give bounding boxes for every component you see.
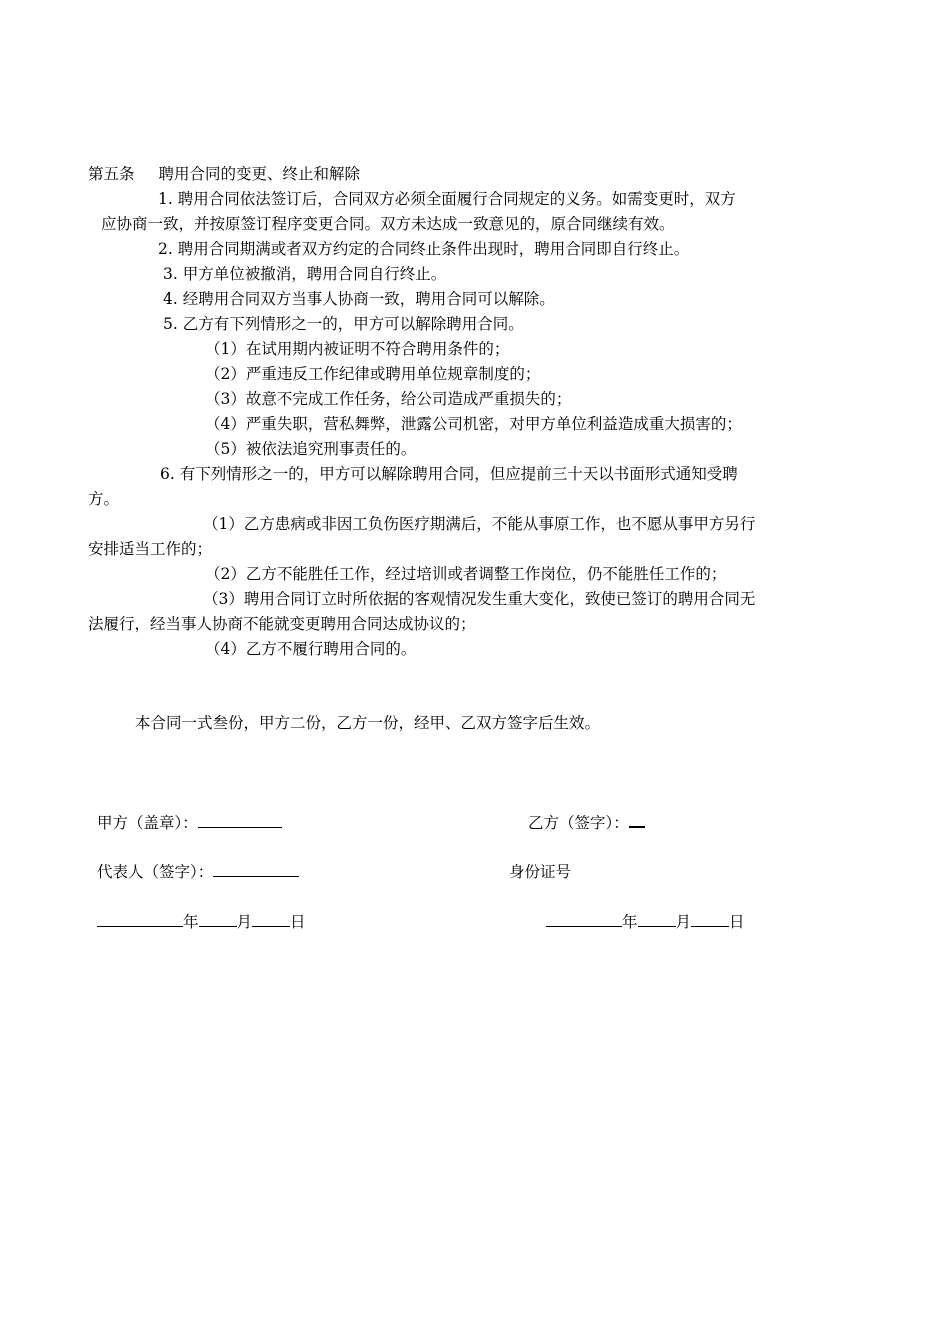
clause-5-item-2: （2）严重违反工作纪律或聘用单位规章制度的；	[205, 365, 541, 383]
clause-1-line-1: 1. 聘用合同依法签订后，合同双方必须全面履行合同规定的义务。如需变更时，双方	[158, 190, 736, 208]
clause-6-item-1-line-2: 安排适当工作的；	[88, 540, 213, 558]
section-number: 第五条	[88, 165, 135, 183]
clause-3: 3. 甲方单位被撤消，聘用合同自行终止。	[163, 265, 447, 283]
section-title: 聘用合同的变更、终止和解除	[158, 165, 361, 183]
party-a-day-blank[interactable]	[252, 912, 290, 927]
party-b-day-blank[interactable]	[691, 912, 729, 927]
clause-6-item-4: （4）乙方不履行聘用合同的。	[205, 640, 417, 658]
clause-5-item-3: （3）故意不完成工作任务，给公司造成严重损失的；	[205, 390, 572, 408]
party-b-month-blank[interactable]	[638, 912, 676, 927]
party-b-month-label: 月	[675, 913, 692, 931]
clause-6-item-3-line-2: 法履行，经当事人协商不能就变更聘用合同达成协议的；	[88, 615, 476, 633]
clause-6-line-2: 方。	[88, 490, 120, 508]
party-b-sign-label: 乙方（签字）：	[528, 814, 629, 832]
clause-1-line-2: 应协商一致，并按原签订程序变更合同。双方未达成一致意见的，原合同继续有效。	[101, 215, 675, 233]
representative-sign-row	[97, 860, 299, 884]
representative-sign-blank[interactable]	[213, 862, 299, 877]
clause-5-item-5: （5）被依法追究刑事责任的。	[205, 440, 417, 458]
id-number-label: 身份证号	[509, 863, 572, 881]
party-b-sign-blank[interactable]	[629, 812, 645, 828]
party-a-month-label: 月	[236, 913, 253, 931]
party-b-sign-row	[528, 811, 645, 835]
clause-6-item-2: （2）乙方不能胜任工作，经过培训或者调整工作岗位，仍不能胜任工作的；	[205, 565, 727, 583]
clause-4: 4. 经聘用合同双方当事人协商一致，聘用合同可以解除。	[163, 290, 555, 308]
party-a-day-label: 日	[290, 913, 306, 931]
clause-2: 2. 聘用合同期满或者双方约定的合同终止条件出现时，聘用合同即自行终止。	[158, 240, 690, 258]
clause-6-item-1-line-1: （1）乙方患病或非因工负伤医疗期满后，不能从事原工作，也不愿从事甲方另行	[203, 515, 756, 533]
party-a-seal-row	[97, 811, 282, 835]
party-b-date-row	[546, 910, 745, 934]
party-b-year-label: 年	[622, 913, 638, 931]
clause-5-item-1: （1）在试用期内被证明不符合聘用条件的；	[205, 340, 510, 358]
clause-5-item-4: （4）严重失职，营私舞弊，泄露公司机密，对甲方单位利益造成重大损害的；	[205, 415, 742, 433]
party-b-day-label: 日	[729, 913, 745, 931]
section-heading	[88, 162, 360, 186]
party-a-seal-blank[interactable]	[198, 813, 282, 828]
party-a-seal-label: 甲方（盖章）：	[97, 814, 198, 832]
copies-statement: 本合同一式叁份，甲方二份，乙方一份，经甲、乙双方签字后生效。	[135, 714, 601, 732]
party-a-month-blank[interactable]	[199, 912, 237, 927]
party-a-year-label: 年	[183, 913, 199, 931]
clause-6-line-1: 6. 有下列情形之一的，甲方可以解除聘用合同，但应提前三十天以书面形式通知受聘	[160, 465, 738, 483]
clause-6-item-3-line-1: （3）聘用合同订立时所依据的客观情况发生重大变化，致使已签订的聘用合同无	[203, 590, 756, 608]
party-a-year-blank[interactable]	[97, 912, 183, 927]
representative-sign-label: 代表人（签字）：	[97, 863, 214, 881]
party-b-year-blank[interactable]	[546, 912, 622, 927]
clause-5: 5. 乙方有下列情形之一的，甲方可以解除聘用合同。	[163, 315, 524, 333]
party-a-date-row	[97, 910, 306, 934]
